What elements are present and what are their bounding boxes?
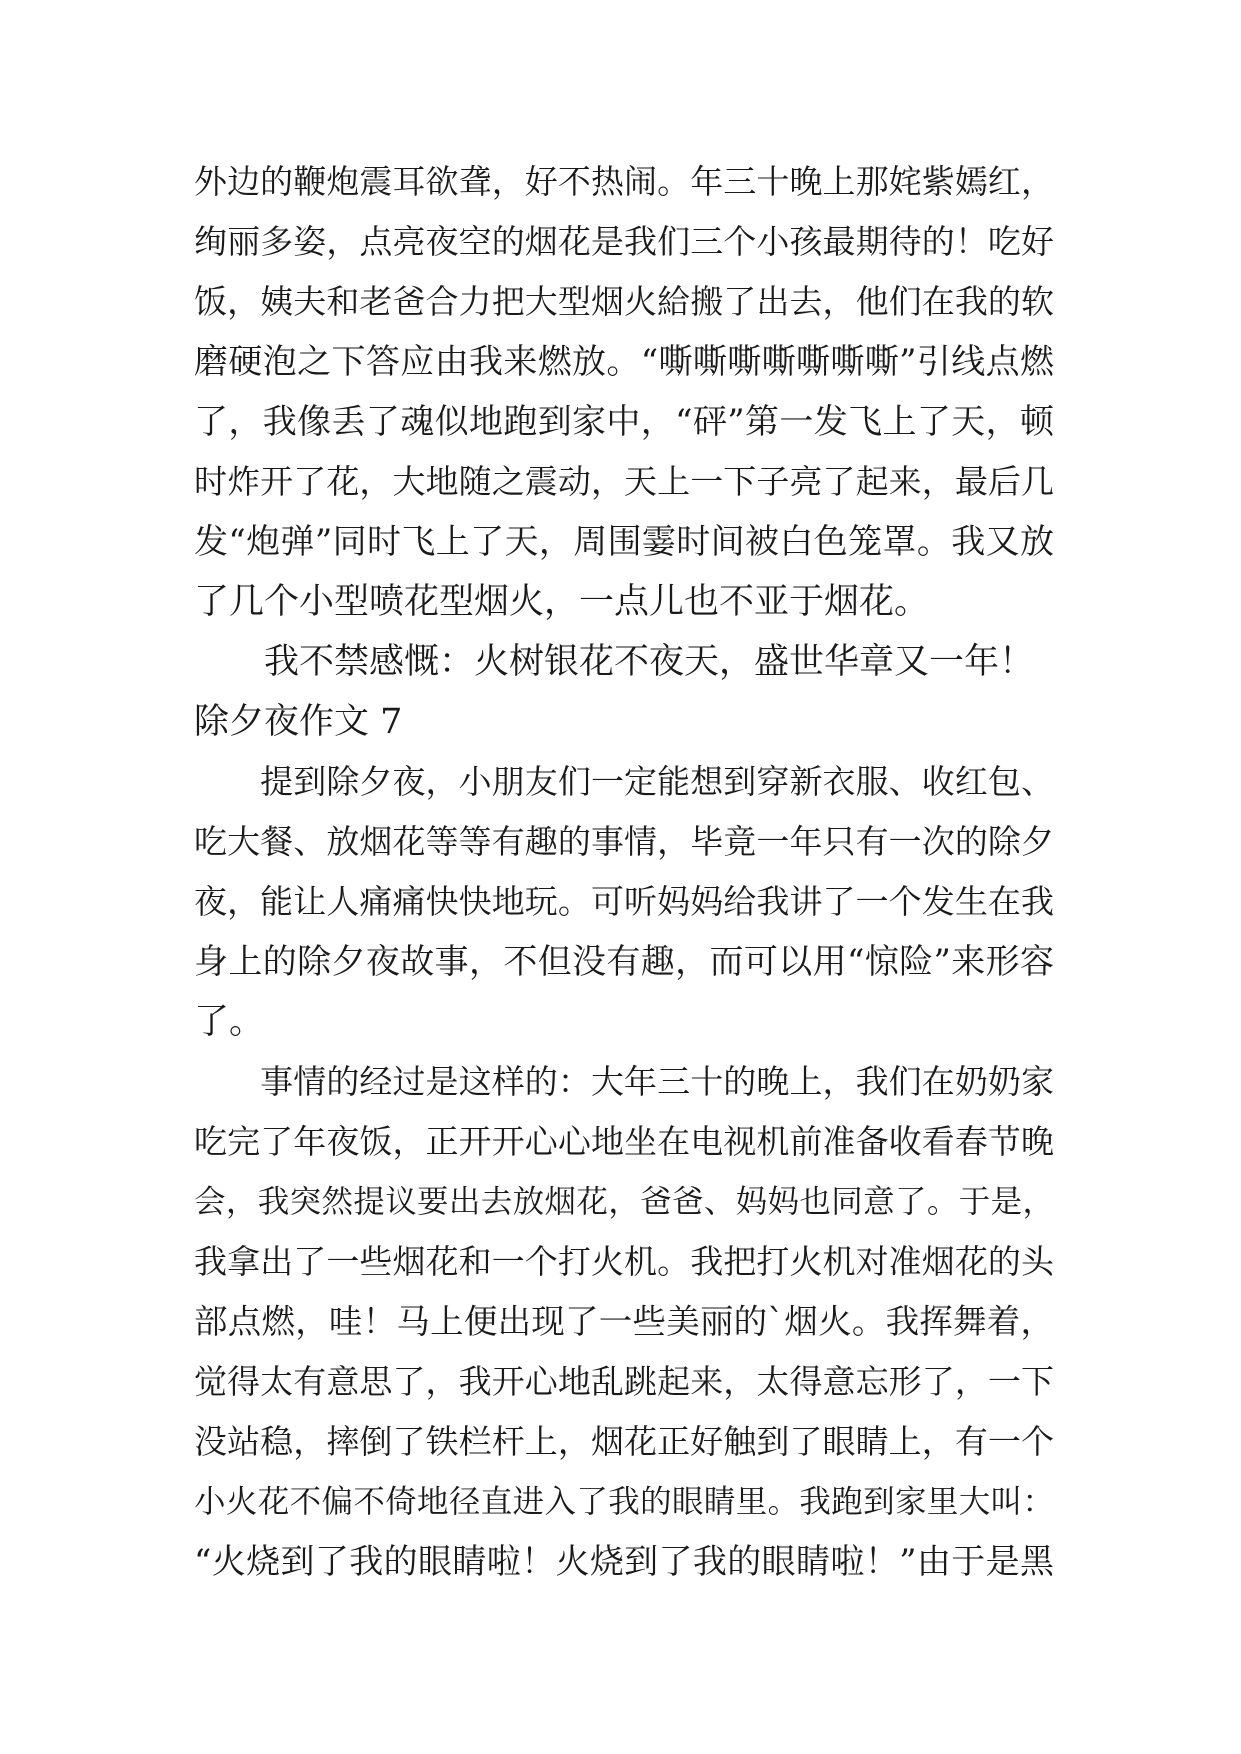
text-line: 觉得太有意思了，我开心地乱跳起来，太得意忘形了，一下 [194, 1362, 1054, 1401]
text-line: 事情的经过是这样的：大年三十的晚上，我们在奶奶家 [194, 1062, 1054, 1101]
text-line: 外边的鞭炮震耳欲聋，好不热闹。年三十晚上那姹紫嫣红， [194, 162, 1054, 201]
text-line: 部点燃，哇！马上便出现了一些美丽的`烟火。我挥舞着， [194, 1302, 1054, 1341]
text-line: 了，我像丢了魂似地跑到家中，“砰”第一发飞上了天，顿 [194, 402, 1054, 442]
text-line: 磨硬泡之下答应由我来燃放。“嘶嘶嘶嘶嘶嘶嘶”引线点燃 [194, 342, 1054, 382]
section-heading: 除夕夜作文 7 [194, 702, 403, 742]
text-line: 发“炮弹”同时飞上了天，周围霎时间被白色笼罩。我又放 [194, 522, 1054, 562]
text-line: 了。 [194, 1002, 265, 1042]
text-line: 夜，能让人痛痛快快地玩。可听妈妈给我讲了一个发生在我 [194, 882, 1054, 921]
text-line: 吃大餐、放烟花等等有趣的事情，毕竟一年只有一次的除夕 [194, 822, 1054, 861]
essay-body [194, 152, 1054, 1592]
text-line: 小火花不偏不倚地径直进入了我的眼睛里。我跑到家里大叫： [194, 1484, 1054, 1520]
text-line: 饭，姨夫和老爸合力把大型烟火給搬了出去，他们在我的软 [194, 282, 1054, 321]
text-line: 吃完了年夜饭，正开开心心地坐在电视机前准备收看春节晚 [194, 1122, 1054, 1161]
text-line: 我不禁感慨：火树银花不夜天，盛世华章又一年！ [194, 642, 1035, 682]
text-line: 身上的除夕夜故事，不但没有趣，而可以用“惊险”来形容 [194, 942, 1054, 982]
text-line: 没站稳，摔倒了铁栏杆上，烟花正好触到了眼睛上，有一个 [194, 1422, 1054, 1461]
text-line: 我拿出了一些烟花和一个打火机。我把打火机对准烟花的头 [194, 1242, 1054, 1281]
text-line: 提到除夕夜，小朋友们一定能想到穿新衣服、收红包、 [194, 762, 1054, 801]
text-line: “火烧到了我的眼睛啦！火烧到了我的眼睛啦！”由于是黑 [194, 1542, 1054, 1582]
text-line: 会，我突然提议要出去放烟花，爸爸、妈妈也同意了。于是， [194, 1184, 1054, 1220]
text-line: 了几个小型喷花型烟火，一点儿也不亚于烟花。 [194, 582, 930, 622]
text-line: 绚丽多姿，点亮夜空的烟花是我们三个小孩最期待的！吃好 [194, 222, 1054, 261]
text-line: 时炸开了花，大地随之震动，天上一下子亮了起来，最后几 [194, 462, 1054, 501]
